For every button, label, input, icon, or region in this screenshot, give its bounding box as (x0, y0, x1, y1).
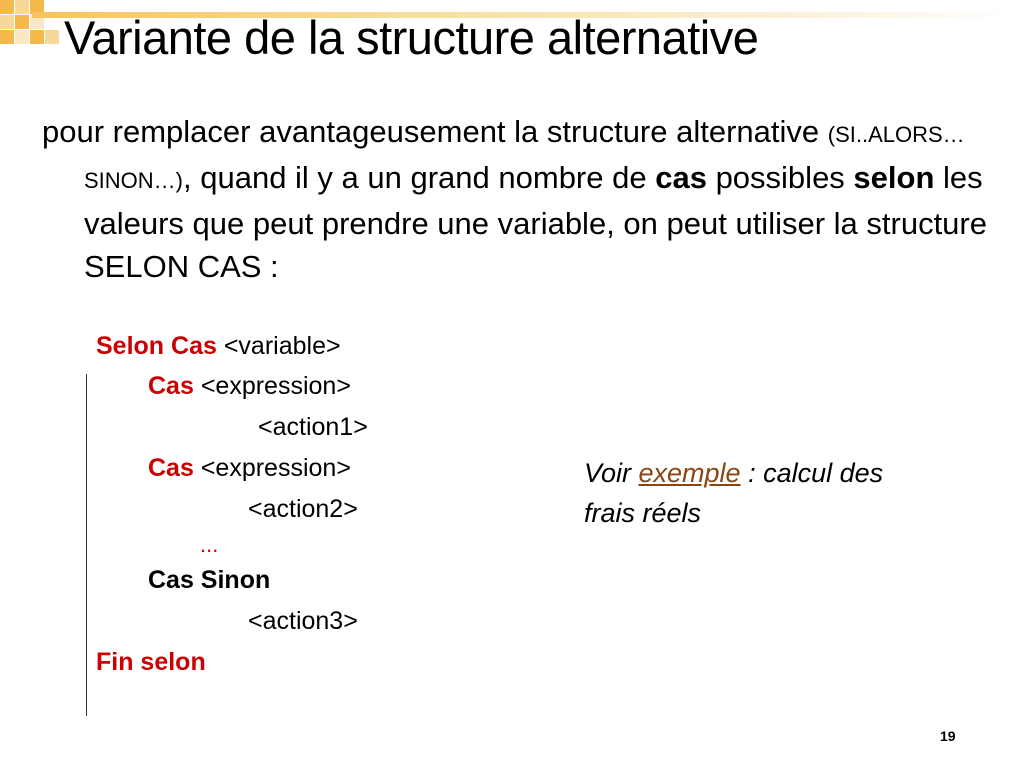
code-expression: <expression> (193, 372, 351, 400)
slide-title: Variante de la structure alternative (64, 11, 759, 64)
code-variable: <variable> (216, 332, 341, 360)
code-selon-line (96, 331, 341, 361)
decor-square (45, 30, 59, 44)
decor-square (15, 0, 29, 14)
intro-keyword-cas: cas (655, 160, 707, 195)
example-note (584, 453, 914, 533)
decor-square (30, 30, 44, 44)
code-ellipsis: ... (200, 532, 219, 557)
code-expression: <expression> (193, 454, 351, 482)
code-cas2-line (148, 453, 351, 483)
intro-text: possibles (706, 160, 854, 195)
code-cas1-line (148, 371, 351, 401)
keyword-selon-cas: Selon Cas (96, 332, 217, 360)
page-number: 19 (940, 728, 956, 744)
keyword-cas-sinon: Cas Sinon (148, 566, 271, 594)
note-prefix: Voir (584, 458, 639, 488)
intro-text: pour remplacer avantageusement la structure alternative (42, 114, 828, 149)
intro-text: , quand il y a un grand nombre de (183, 160, 656, 195)
decor-square (15, 15, 29, 29)
keyword-cas: Cas (148, 454, 194, 482)
intro-text: les valeurs que peut prendre une variable, on peut utiliser la structure SELON CAS : (84, 160, 987, 284)
example-link[interactable]: exemple (638, 458, 741, 488)
intro-keyword-selon: selon (853, 160, 935, 195)
code-action2-line: <action2> (248, 495, 358, 523)
code-action3-line: <action3> (248, 607, 358, 635)
decor-square (15, 30, 29, 44)
decor-square (0, 15, 14, 29)
code-block-divider (86, 374, 87, 716)
intro-syntax-note: (SI..ALORS…SINON…) (84, 122, 965, 193)
code-action1-line: <action1> (258, 413, 368, 441)
decor-square (0, 0, 14, 14)
intro-paragraph (42, 110, 1019, 288)
keyword-fin-selon: Fin selon (96, 648, 206, 676)
note-suffix: : calcul des frais réels (584, 458, 884, 528)
decor-square (0, 30, 14, 44)
keyword-cas: Cas (148, 372, 194, 400)
